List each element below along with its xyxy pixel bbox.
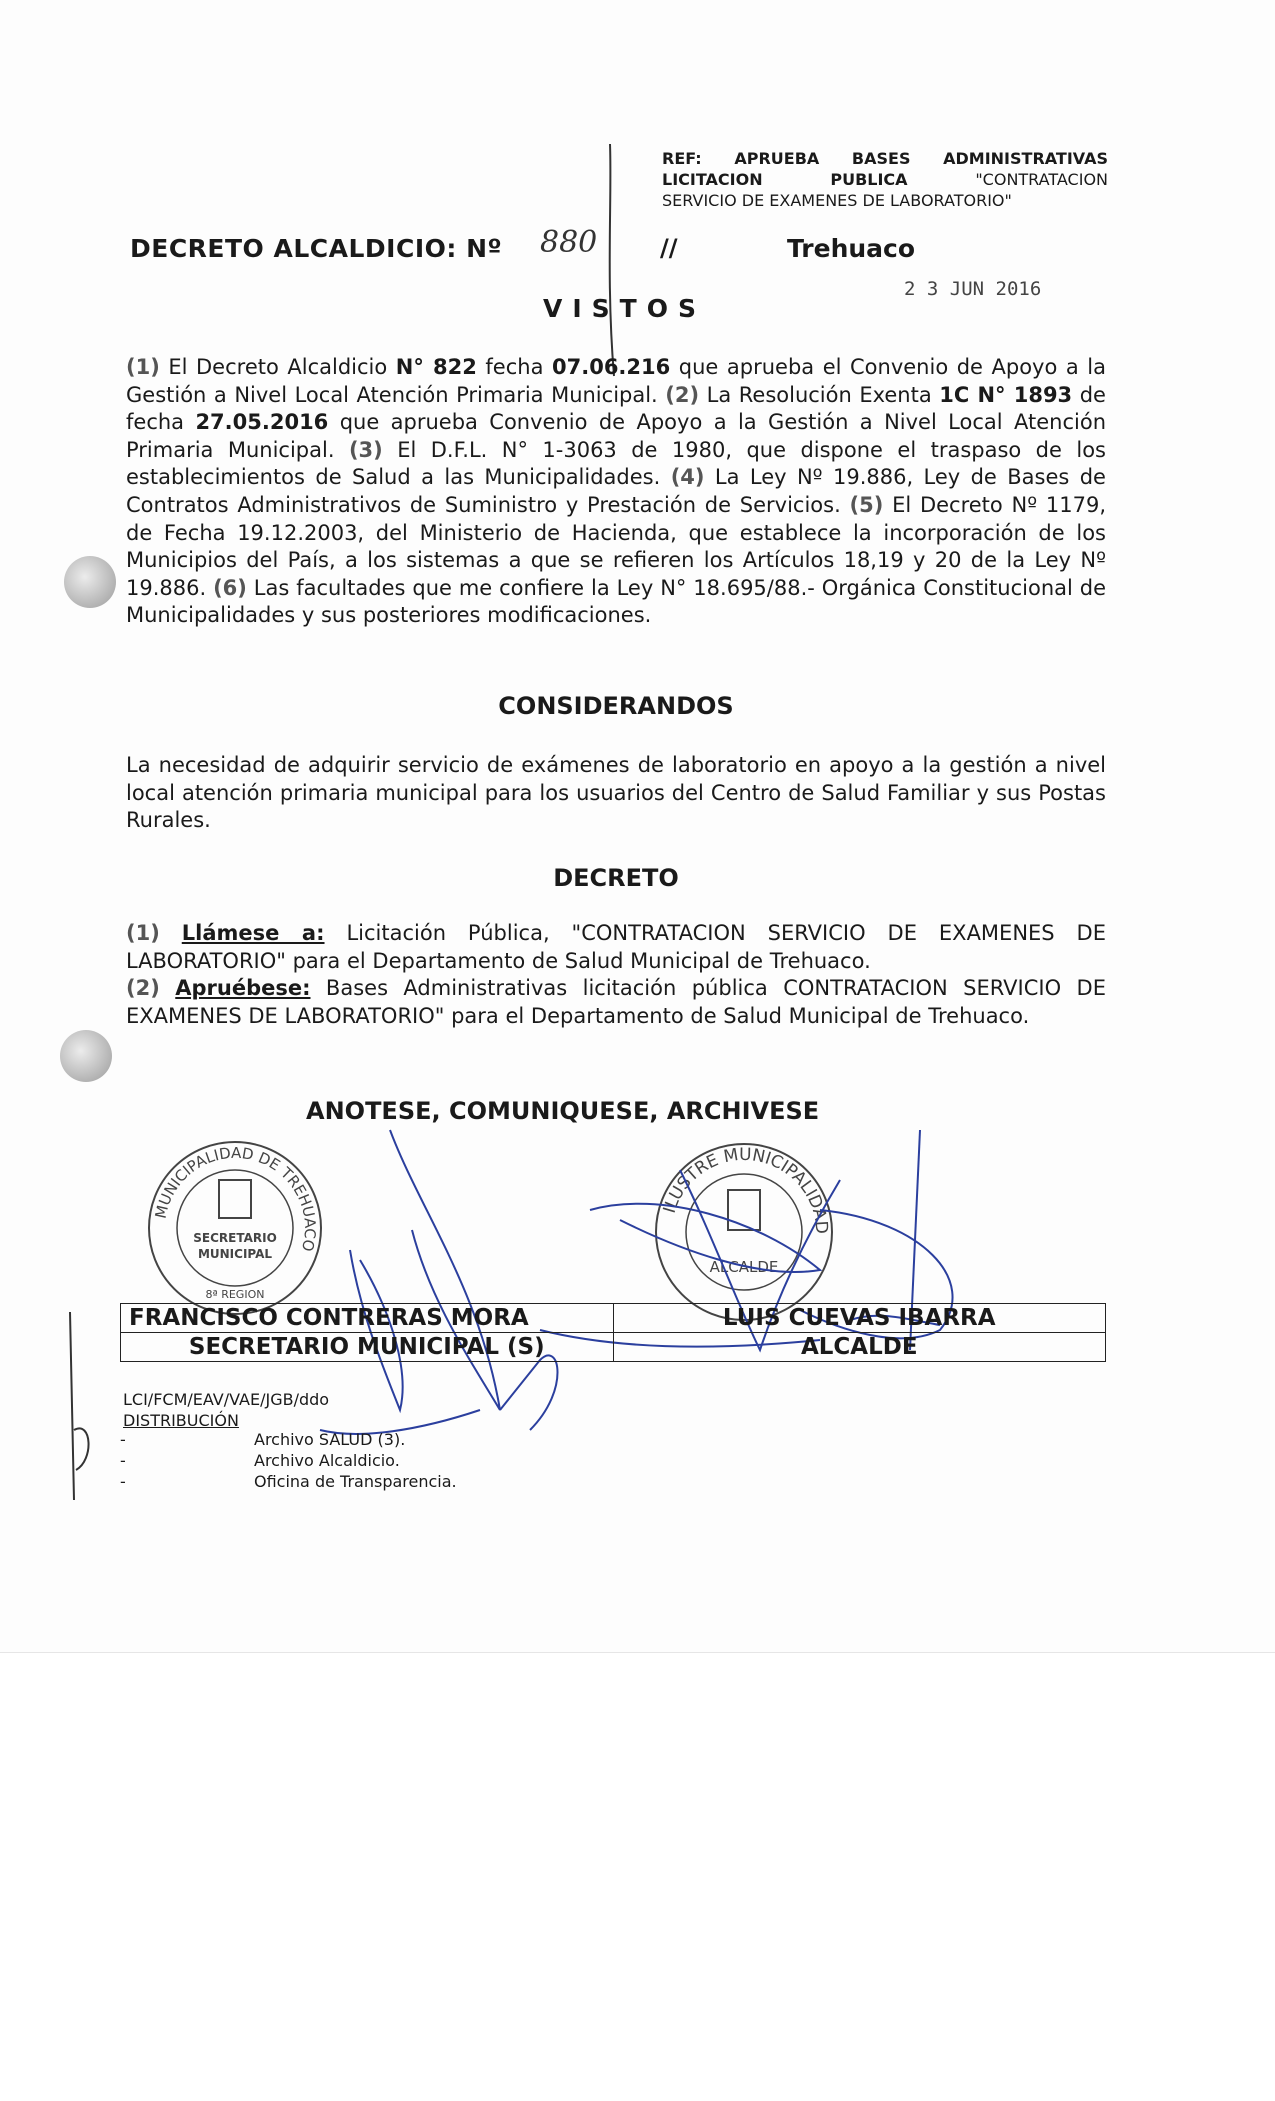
seal-center-text: SECRETARIO xyxy=(193,1231,277,1245)
ref-word: BASES xyxy=(851,149,911,168)
item-number: (5) xyxy=(849,492,884,517)
decreto-keyword: Apruébese: xyxy=(175,976,311,1001)
seal-center-text: MUNICIPAL xyxy=(197,1247,273,1261)
seal-ring-text: MUNICIPALIDAD DE TREHUACO xyxy=(151,1143,320,1254)
item-number: (2) xyxy=(665,382,700,407)
seal-center-text: ALCALDE xyxy=(709,1258,779,1276)
vistos-paragraph: (1) El Decreto Alcaldicio N° 822 fecha 07.06.216 que aprueba el Convenio de Apoyo a la Gestión a Nivel Local Atención Primaria Municipal. (2) La Resolución Exenta 1C N° 1893 de fecha 27.05.2016 que aprueba Convenio de Apoyo a la Gestión a Nivel Local Atención Primaria Municipal. (3) El D.F.L. N° 1-3063 de 1980, que dispone el traspaso de los establecimientos de Salud a las Municipalidades. (4) La Ley Nº 19.886, Ley de Bases de Contratos Administrativos de Suministro y Prestación de Servicios. (5) El Decreto Nº 1179, de Fecha 19.12.2003, del Ministerio de Hacienda, que establece la incorporación de los Municipios del País, a los sistemas a que se refieren los Artículos 18,19 y 20 de la Ley Nº 19.886. (6) Las facultades que me confiere la Ley N° 18.695/88.- Orgánica Constitucional de Municipalidades y sus posteriores modificaciones. xyxy=(126,355,1106,628)
ref-word: "CONTRATACION xyxy=(975,170,1108,189)
item-number: (6) xyxy=(213,575,247,600)
distribution-list xyxy=(120,1429,457,1492)
ref-word: ADMINISTRATIVAS xyxy=(943,149,1108,168)
town-name: Trehuaco xyxy=(787,234,916,263)
vistos-heading: VISTOS xyxy=(543,294,706,323)
decreto-heading: DECRETO xyxy=(553,864,679,892)
reference-block xyxy=(662,148,1108,211)
punch-hole-top xyxy=(64,556,116,608)
considerandos-heading: CONSIDERANDOS xyxy=(498,692,734,720)
decreto-paragraph xyxy=(126,920,1106,1030)
ref-word: PUBLICA xyxy=(830,170,908,189)
handwritten-number xyxy=(540,140,660,380)
considerandos-paragraph: La necesidad de adquirir servicio de exámenes de laboratorio en apoyo a la gestión a nivel local atención primaria municipal para los usuarios del Centro de Salud Familiar y sus Postas Rurales. xyxy=(126,753,1106,833)
item-number: (1) xyxy=(126,355,160,379)
punch-hole-bottom xyxy=(60,1030,112,1082)
closing-line: ANOTESE, COMUNIQUESE, ARCHIVESE xyxy=(306,1097,820,1125)
decreto-item-2: (2) Apruébese: Bases Administrativas licitación pública CONTRATACION SERVICIO DE EXAMENES DE LABORATORIO" para el Departamento de Salud Municipal de Trehuaco. xyxy=(126,976,1106,1028)
ref-word: APRUEBA xyxy=(734,149,820,168)
secretary-name: FRANCISCO CONTRERAS MORA xyxy=(121,1304,614,1333)
decree-slashes: // xyxy=(660,234,678,262)
decree-number-handwritten: 880 xyxy=(540,225,598,260)
decreto-keyword: Llámese a: xyxy=(181,921,325,945)
decreto-item-1: (1) Llámese a: Licitación Pública, "CONTRATACION SERVICIO DE EXAMENES DE LABORATORIO" para el Departamento de Salud Municipal de Trehuaco. xyxy=(126,921,1106,973)
item-number: (4) xyxy=(670,465,705,490)
ref-line-3: SERVICIO DE EXAMENES DE LABORATORIO" xyxy=(662,191,1012,210)
footer-block xyxy=(123,1389,329,1431)
ref-word: REF: xyxy=(662,149,702,168)
item-number: (1) xyxy=(126,921,160,945)
distribution-item: - Oficina de Transparencia. xyxy=(120,1472,457,1491)
date-stamp: 2 3 JUN 2016 xyxy=(904,278,1042,300)
distribution-item: - Archivo SALUD (3). xyxy=(120,1430,406,1449)
blank-area xyxy=(0,1652,1275,2101)
item-number: (3) xyxy=(348,437,383,462)
distribution-item: - Archivo Alcaldicio. xyxy=(120,1451,400,1470)
seal-ring-text: ILUSTRE MUNICIPALIDAD xyxy=(659,1144,832,1235)
ref-word: LICITACION xyxy=(662,170,763,189)
seal-bottom-text: 8ª REGION xyxy=(205,1288,265,1301)
signature-table xyxy=(120,1303,1106,1362)
decree-label: DECRETO ALCALDICIO: Nº xyxy=(130,234,503,263)
distribution-label: DISTRIBUCIÓN xyxy=(123,1411,239,1430)
margin-handwriting xyxy=(62,1310,102,1510)
mayor-name: LUIS CUEVAS IBARRA xyxy=(613,1304,1106,1333)
initials: LCI/FCM/EAV/VAE/JGB/ddo xyxy=(123,1390,330,1409)
item-number: (2) xyxy=(126,976,160,1001)
secretary-title: SECRETARIO MUNICIPAL (S) xyxy=(121,1333,614,1362)
mayor-title: ALCALDE xyxy=(613,1333,1106,1362)
